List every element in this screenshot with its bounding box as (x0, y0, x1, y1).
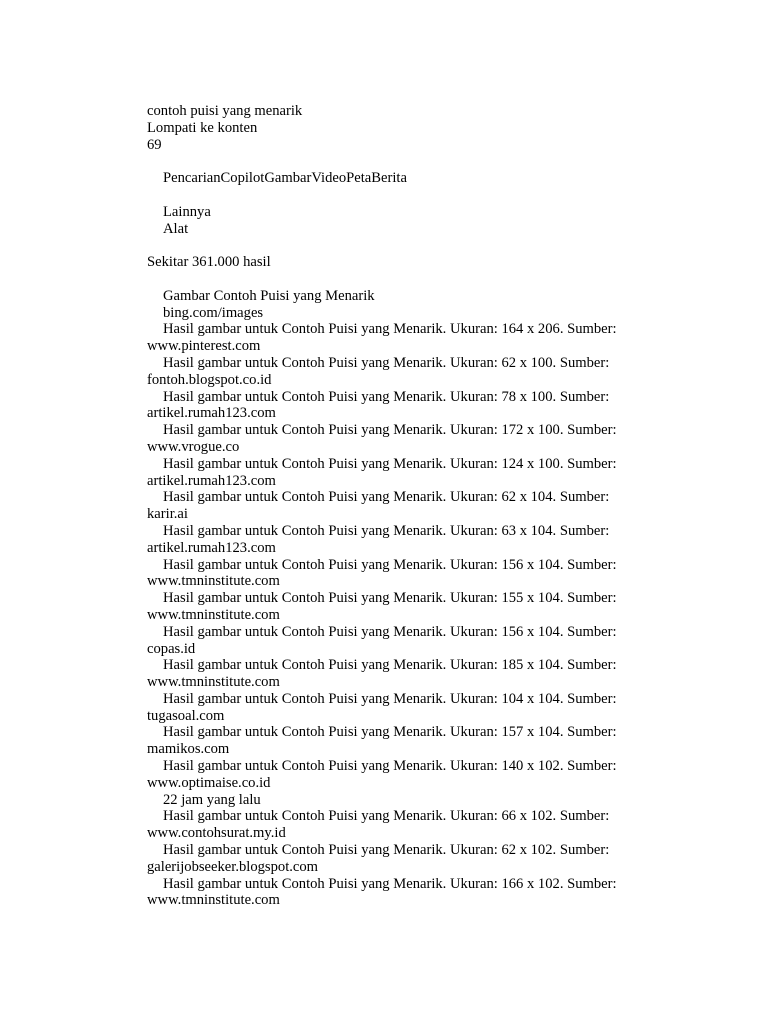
image-result-source: fontoh.blogspot.co.id (147, 371, 272, 388)
image-result-description: Hasil gambar untuk Contoh Puisi yang Menarik. Ukuran: 62 x 100. Sumber: (163, 354, 610, 371)
image-result-source: www.contohsurat.my.id (147, 825, 286, 842)
image-result-description: Hasil gambar untuk Contoh Puisi yang Menarik. Ukuran: 156 x 104. Sumber: (163, 556, 617, 573)
image-result-item[interactable] (147, 758, 647, 792)
image-result-description: Hasil gambar untuk Contoh Puisi yang Menarik. Ukuran: 164 x 206. Sumber: (163, 321, 617, 338)
image-result-description: Hasil gambar untuk Contoh Puisi yang Menarik. Ukuran: 104 x 104. Sumber: (163, 690, 617, 707)
image-result-source: www.optimaise.co.id (147, 774, 271, 791)
image-result-source: www.tmninstitute.com (147, 674, 280, 691)
image-result-source: karir.ai (147, 506, 188, 523)
image-result-item[interactable] (147, 489, 647, 523)
image-result-item[interactable] (147, 557, 647, 591)
image-result-item[interactable] (147, 808, 647, 842)
search-query[interactable]: contoh puisi yang menarik (147, 103, 303, 119)
search-nav-tabs (147, 170, 647, 187)
image-result-item[interactable] (147, 355, 647, 389)
images-section-title[interactable]: Gambar Contoh Puisi yang Menarik (163, 287, 375, 304)
image-result-source: www.pinterest.com (147, 338, 261, 355)
image-result-source: www.tmninstitute.com (147, 606, 280, 623)
image-result-description: Hasil gambar untuk Contoh Puisi yang Menarik. Ukuran: 62 x 104. Sumber: (163, 489, 610, 506)
image-result-description: Hasil gambar untuk Contoh Puisi yang Menarik. Ukuran: 157 x 104. Sumber: (163, 724, 617, 741)
more-menu[interactable]: Lainnya (163, 203, 211, 220)
image-result-description: Hasil gambar untuk Contoh Puisi yang Menarik. Ukuran: 155 x 104. Sumber: (163, 590, 617, 607)
image-result-source: www.tmninstitute.com (147, 892, 280, 909)
spacer (147, 237, 647, 254)
tab-berita[interactable]: Berita (371, 170, 407, 187)
image-result-source: artikel.rumah123.com (147, 405, 276, 422)
image-result-source: mamikos.com (147, 741, 230, 758)
image-result-source: artikel.rumah123.com (147, 539, 276, 556)
image-result-description: Hasil gambar untuk Contoh Puisi yang Menarik. Ukuran: 66 x 102. Sumber: (163, 808, 610, 825)
image-result-description: Hasil gambar untuk Contoh Puisi yang Menarik. Ukuran: 63 x 104. Sumber: (163, 522, 610, 539)
image-result-description: Hasil gambar untuk Contoh Puisi yang Menarik. Ukuran: 166 x 102. Sumber: (163, 875, 617, 892)
image-result-source: artikel.rumah123.com (147, 472, 276, 489)
image-result-item[interactable] (147, 691, 647, 725)
image-result-item[interactable] (147, 876, 647, 910)
image-result-description: Hasil gambar untuk Contoh Puisi yang Menarik. Ukuran: 156 x 104. Sumber: (163, 623, 617, 640)
tab-copilot[interactable]: Copilot (220, 170, 265, 187)
image-result-description: Hasil gambar untuk Contoh Puisi yang Menarik. Ukuran: 140 x 102. Sumber: (163, 758, 617, 775)
spacer (147, 153, 647, 170)
search-results-page (147, 103, 647, 909)
image-results-list-after (147, 808, 647, 909)
spacer (147, 271, 647, 288)
image-result-source: www.vrogue.co (147, 438, 240, 455)
image-result-description: Hasil gambar untuk Contoh Puisi yang Menarik. Ukuran: 62 x 102. Sumber: (163, 842, 610, 859)
image-result-description: Hasil gambar untuk Contoh Puisi yang Menarik. Ukuran: 185 x 104. Sumber: (163, 657, 617, 674)
skip-to-content-link[interactable]: Lompati ke konten (147, 119, 258, 136)
image-result-item[interactable] (147, 422, 647, 456)
image-result-source: copas.id (147, 640, 196, 657)
image-result-source: www.tmninstitute.com (147, 573, 280, 590)
image-result-item[interactable] (147, 842, 647, 876)
image-result-item[interactable] (147, 590, 647, 624)
image-result-item[interactable] (147, 657, 647, 691)
time-note: 22 jam yang lalu (163, 791, 261, 808)
image-result-source: galerijobseeker.blogspot.com (147, 858, 319, 875)
images-section-source[interactable]: bing.com/images (163, 304, 264, 321)
tab-pencarian[interactable]: Pencarian (163, 170, 221, 187)
image-result-source: tugasoal.com (147, 707, 225, 724)
image-result-item[interactable] (147, 321, 647, 355)
image-result-item[interactable] (147, 456, 647, 490)
image-result-description: Hasil gambar untuk Contoh Puisi yang Menarik. Ukuran: 172 x 100. Sumber: (163, 422, 617, 439)
image-results-list (147, 321, 647, 791)
image-result-description: Hasil gambar untuk Contoh Puisi yang Menarik. Ukuran: 124 x 100. Sumber: (163, 455, 617, 472)
rewards-count[interactable]: 69 (147, 136, 162, 153)
tools-menu[interactable]: Alat (163, 220, 189, 237)
image-result-item[interactable] (147, 389, 647, 423)
tab-peta[interactable]: Peta (346, 170, 372, 187)
image-result-item[interactable] (147, 724, 647, 758)
results-count: Sekitar 361.000 hasil (147, 254, 271, 271)
image-result-description: Hasil gambar untuk Contoh Puisi yang Menarik. Ukuran: 78 x 100. Sumber: (163, 388, 610, 405)
tab-gambar[interactable]: Gambar (264, 170, 312, 187)
image-result-item[interactable] (147, 624, 647, 658)
spacer (147, 187, 647, 204)
tab-video[interactable]: Video (311, 170, 347, 187)
image-result-item[interactable] (147, 523, 647, 557)
